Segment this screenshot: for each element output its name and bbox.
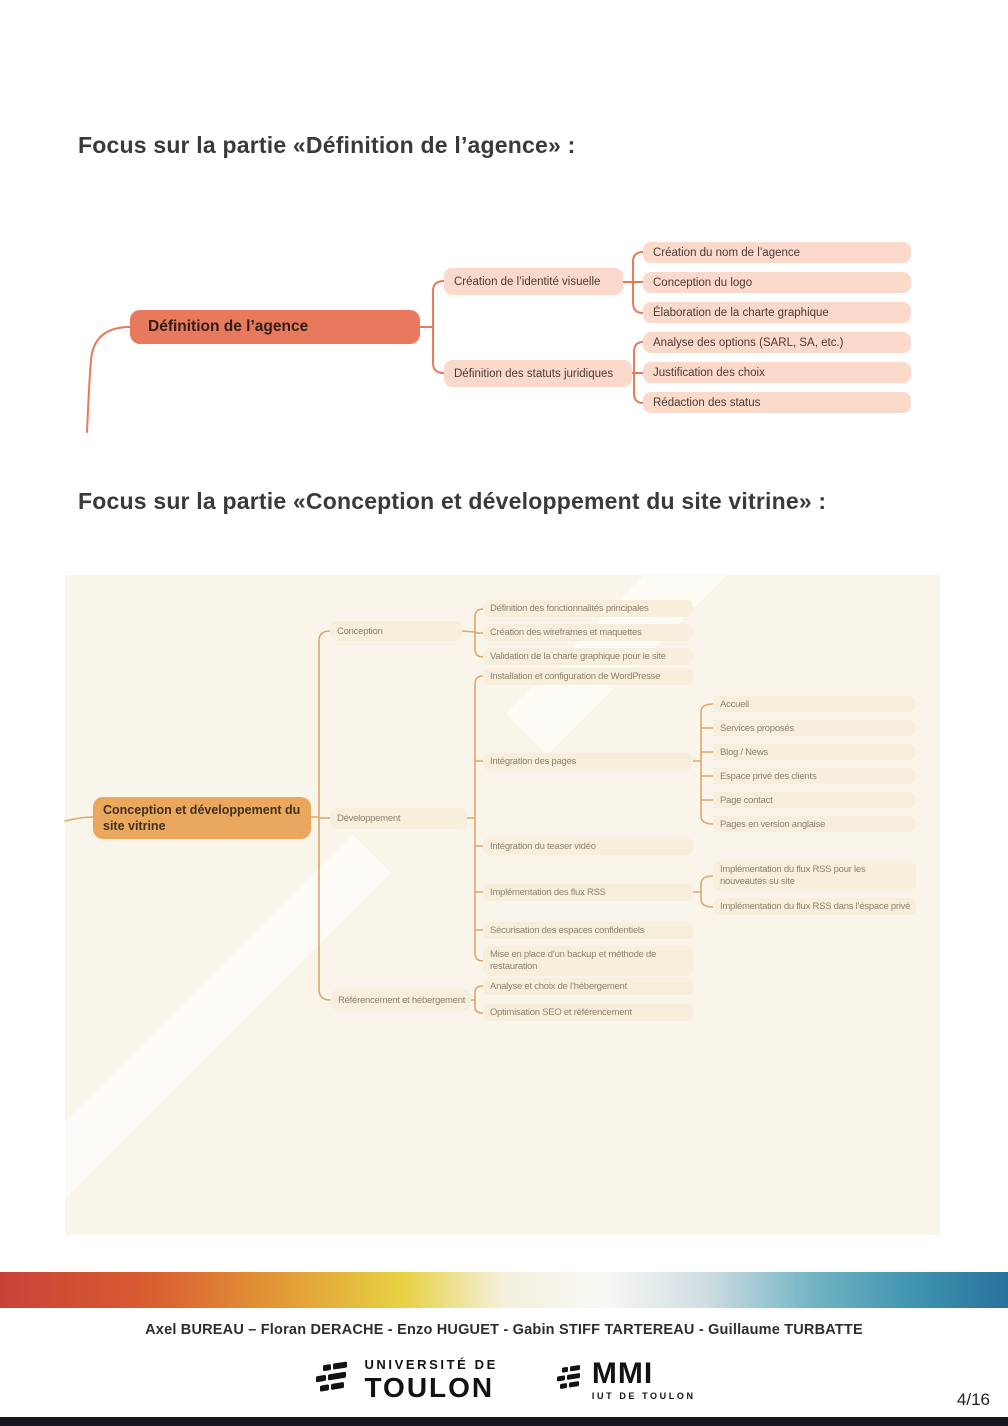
mindmap-branch-statuts-juridiques: Définition des statuts juridiques (444, 360, 632, 387)
mindmap-leaf: Validation de la charte graphique pour le site (483, 648, 693, 665)
mindmap-leaf: Page contact (713, 792, 916, 808)
mindmap-branch-developpement: Développement (330, 808, 467, 829)
mindmap-root-agence: Définition de l’agence (130, 310, 420, 344)
mmi-logo (554, 1359, 696, 1401)
mindmap-leaf: Analyse et choix de l’hébergement (483, 978, 693, 995)
mindmap-leaf: Implémentation du flux RSS dans l’éspace privé (713, 898, 916, 915)
footer-author-names: Axel BUREAU – Floran DERACHE - Enzo HUGUET - Gabin STIFF TARTEREAU - Guillaume TURBATTE (145, 1322, 863, 1338)
mindmap-branch-identite-visuelle: Création de l’identité visuelle (444, 268, 623, 295)
mindmap-branch-conception: Conception (330, 621, 462, 641)
mindmap-leaf: Création du nom de l’agence (643, 242, 911, 263)
universite-toulon-logo-icon (312, 1357, 354, 1404)
mindmap-leaf: Intégration du teaser vidéo (483, 838, 693, 855)
mindmap-leaf: Création des wireframes et maquettes (483, 624, 693, 641)
mindmap-leaf: Conception du logo (643, 272, 911, 293)
bottom-page-edge-bar (0, 1417, 1008, 1426)
footer-logos (0, 1352, 1008, 1408)
mmi-sublabel: IUT DE TOULON (591, 1391, 696, 1401)
mindmap-leaf: Analyse des options (SARL, SA, etc.) (643, 332, 911, 353)
mindmap-leaf: Installation et configuration de WordPresse (483, 668, 693, 685)
universite-toulon-label-bottom: TOULON (364, 1372, 495, 1403)
mindmap-leaf: Mise en place d’un backup et méthode de restauration (483, 946, 693, 976)
universite-toulon-label-top: UNIVERSITÉ DE (364, 1357, 498, 1372)
mindmap-branch-flux-rss: Implémentation des flux RSS (483, 884, 693, 901)
mindmap-leaf: Services proposés (713, 720, 916, 736)
mindmap-leaf: Pages en version anglaise (713, 816, 916, 832)
mmi-label: MMI (591, 1357, 654, 1390)
background-streak (65, 834, 391, 1226)
mindmap-leaf: Définition des fonctionnalités principales (483, 600, 693, 617)
mindmap-leaf: Rédaction des status (643, 392, 911, 413)
mindmap-leaf: Élaboration de la charte graphique (643, 302, 911, 323)
mindmap-leaf: Blog / News (713, 744, 916, 760)
section-heading-agence: Focus sur la partie «Définition de l’agence» : (78, 132, 576, 158)
mindmap-leaf: Optimisation SEO et référencement (483, 1004, 693, 1021)
universite-toulon-logo (312, 1357, 497, 1404)
mindmap-leaf: Accueil (713, 696, 916, 712)
mindmap-leaf: Sécurisation des espaces confidentiels (483, 922, 693, 939)
page-number: 4/16 (956, 1390, 990, 1409)
mmi-logo-icon (554, 1361, 584, 1400)
mindmap-branch-referencement: Référencement et hébergement (331, 990, 471, 1010)
mindmap-leaf: Espace privé des clients (713, 768, 916, 784)
section-heading-site-vitrine: Focus sur la partie «Conception et développement du site vitrine» : (78, 488, 827, 514)
mindmap-root-site-vitrine: Conception et développement du site vitrine (93, 797, 311, 839)
mindmap-leaf: Justification des choix (643, 362, 911, 383)
mindmap-branch-integration-pages: Intégration des pages (483, 753, 693, 770)
mindmap-leaf: Implémentation du flux RSS pour les nouveautés su site (713, 862, 916, 890)
footer-gradient-bar (0, 1272, 1008, 1308)
